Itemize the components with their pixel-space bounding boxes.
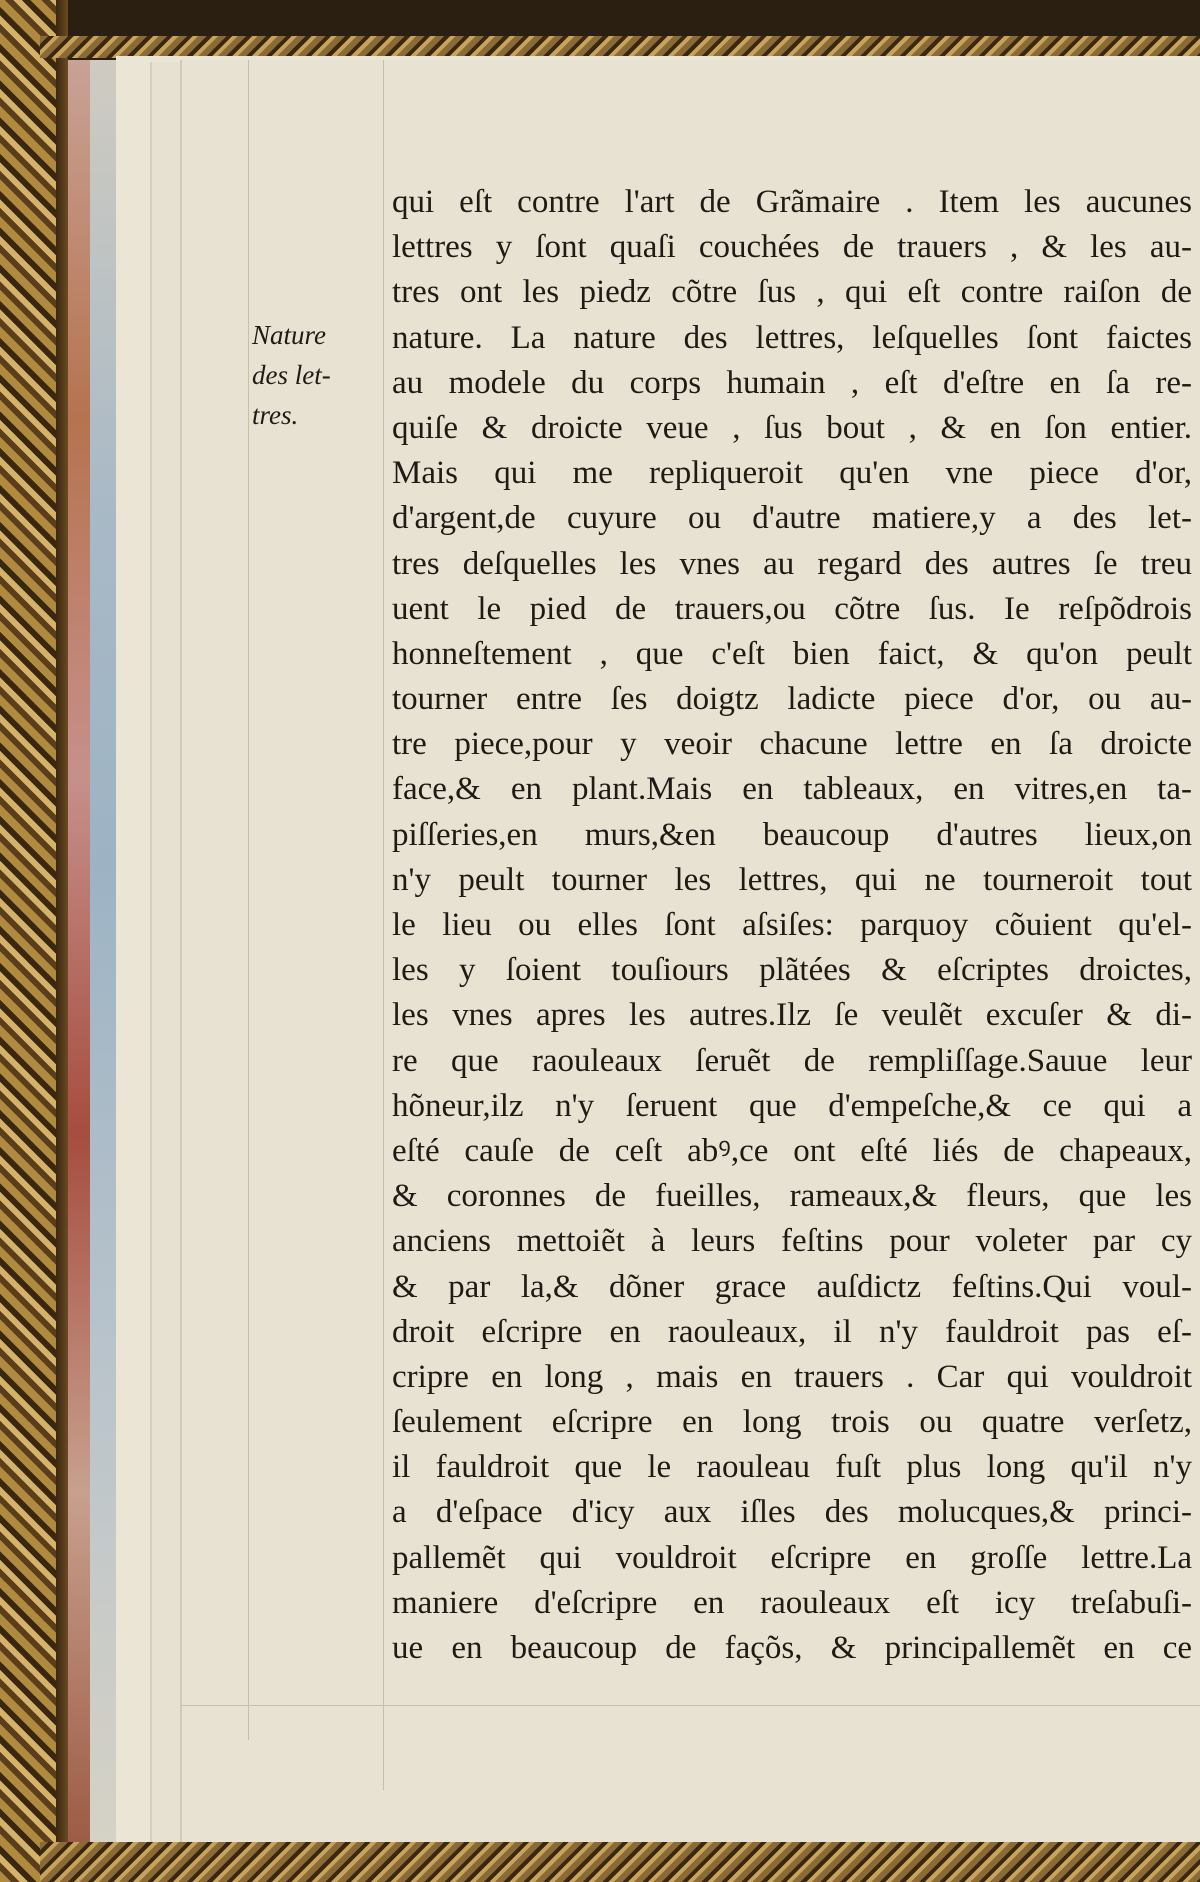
text-line: il fauldroit que le raouleau fuſt plus long qu'il n'y [392,1449,1192,1486]
text-line: hõneur,ilz n'y ſeruent que d'empeſche,& ce qui a [392,1087,1192,1124]
bottom-binding-band [40,1842,1200,1882]
ruled-margin-line-left [248,60,249,1740]
text-line: a d'eſpace d'icy aux iſles des molucques,& princi- [392,1494,1192,1531]
text-line: tres deſquelles les vnes au regard des autres ſe treu [392,545,1192,582]
text-line: le lieu ou elles ſont aſsiſes: parquoy cõuient qu'el- [392,907,1192,943]
text-line: les vnes apres les autres.Ilz ſe veulẽt excuſer & di- [392,997,1192,1034]
text-line: les y ſoient touſiours plãtées & eſcriptes droictes, [392,952,1192,989]
text-line: ue en beaucoup de façõs, & principallemẽt en ce [392,1630,1192,1666]
text-line: re que raouleaux ſeruẽt de rempliſſage.Sauue leur [392,1042,1192,1079]
text-line: pallemẽt qui vouldroit eſcripre en groſſe lettre.La [392,1539,1192,1576]
body-text [392,180,1192,1671]
text-line: & par la,& dõner grace auſdictz feſtins.Qui voul- [392,1268,1192,1305]
text-line: qui eſt contre l'art de Grãmaire . Item les aucunes [392,184,1192,220]
text-line: au modele du corps humain , eſt d'eſtre en ſa re- [392,364,1192,401]
text-line: ſeulement eſcripre en long trois ou quatre verſetz, [392,1404,1192,1441]
page-edge-blue [90,60,116,1850]
book-spine-binding [0,0,68,1882]
margin-note-line: tres. [252,400,299,430]
text-line: face,& en plant.Mais en tableaux, en vitres,en ta- [392,771,1192,808]
text-line: n'y peult tourner les lettres, qui ne tourneroit tout [392,861,1192,898]
text-line: d'argent,de cuyure ou d'autre matiere,y a des let- [392,500,1192,537]
margin-note-line: Nature [252,320,326,350]
text-line: quiſe & droicte veue , ſus bout , & en ſon entier. [392,409,1192,446]
text-line: cripre en long , mais en trauers . Car qui vouldroit [392,1358,1192,1395]
text-line: anciens mettoiẽt à leurs feſtins pour voleter par cy [392,1223,1192,1260]
ruled-bottom-line [180,1705,1200,1706]
top-binding-band [40,36,1200,58]
page-edge-marbled [68,60,90,1850]
text-line: tourner entre ſes doigtz ladicte piece d'or, ou au- [392,681,1192,718]
margin-note-line: des let- [252,360,331,390]
text-line: piſſeries,en murs,&en beaucoup d'autres lieux,on [392,816,1192,853]
text-line: & coronnes de fueilles, rameaux,& fleurs, que les [392,1178,1192,1215]
ruled-margin-line-text [383,60,384,1790]
text-line: tre piece,pour y veoir chacune lettre en ſa droicte [392,726,1192,763]
margin-note [252,315,380,435]
text-line: eſté cauſe de ceſt abꝰ,ce ont eſté liés de chapeaux, [392,1132,1192,1169]
text-line: lettres y ſont quaſi couchées de trauers , & les au- [392,229,1192,266]
text-line: uent le pied de trauers,ou cõtre ſus. Ie reſpõdrois [392,590,1192,627]
text-line: honneſtement , que c'eſt bien faict, & qu'on peult [392,635,1192,672]
text-line: maniere d'eſcripre en raouleaux eſt icy treſabuſi- [392,1584,1192,1621]
text-line: droit eſcripre en raouleaux, il n'y fauldroit pas eſ- [392,1313,1192,1350]
text-line: tres ont les piedz cõtre ſus , qui eſt contre raiſon de [392,274,1192,311]
text-line: Mais qui me repliqueroit qu'en vne piece d'or, [392,455,1192,492]
text-line: nature. La nature des lettres, leſquelles ſont faictes [392,319,1192,356]
